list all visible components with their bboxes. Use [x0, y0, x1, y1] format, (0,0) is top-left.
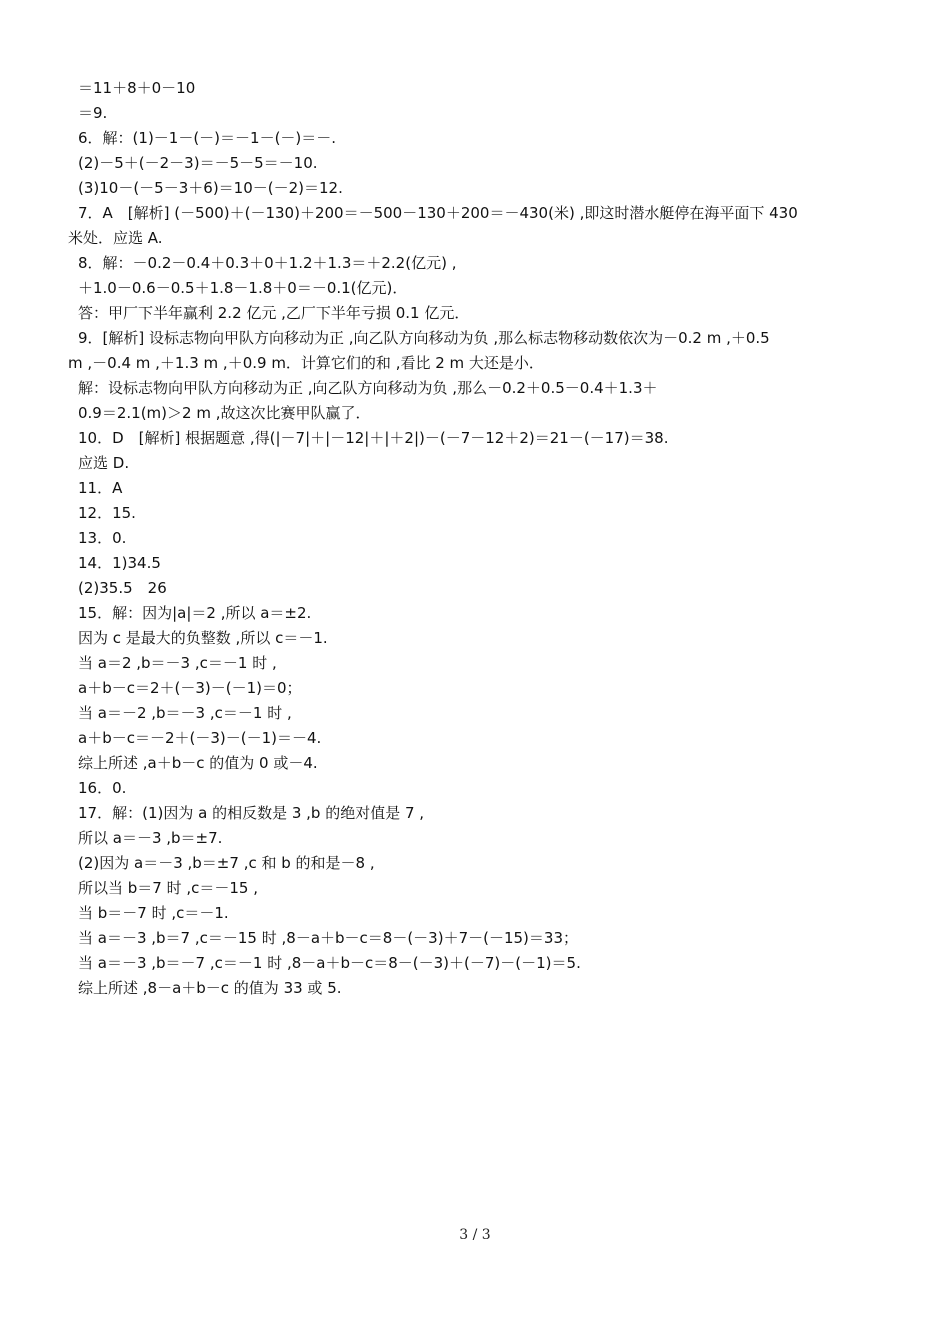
text-line: (3)10－(－5－3＋6)＝10－(－2)＝12. [78, 179, 343, 197]
text-line: (2)因为 a＝－3 ,b＝±7 ,c 和 b 的和是－8 , [78, 854, 375, 872]
text-line: 9．[解析] 设标志物向甲队方向移动为正 ,向乙队方向移动为负 ,那么标志物移动数依次为－0.2 m ,＋0.5 [78, 329, 770, 347]
text-line: 解：设标志物向甲队方向移动为正 ,向乙队方向移动为负 ,那么－0.2＋0.5－0.4＋1.3＋ [78, 379, 658, 397]
text-line: 8．解：－0.2－0.4＋0.3＋0＋1.2＋1.3＝＋2.2(亿元) , [78, 254, 457, 272]
text-line: 17．解：(1)因为 a 的相反数是 3 ,b 的绝对值是 7 , [78, 804, 425, 822]
text-line: 应选 D. [78, 454, 130, 472]
text-line: 11．A [78, 479, 123, 497]
text-line: (2)35.5 26 [78, 579, 167, 597]
text-line: 当 b＝－7 时 ,c＝－1. [78, 904, 229, 922]
text-line: ＋1.0－0.6－0.5＋1.8－1.8＋0＝－0.1(亿元)． [78, 279, 408, 297]
text-line: ＝9. [78, 104, 108, 122]
text-line: a＋b－c＝2＋(－3)－(－1)＝0； [78, 679, 302, 697]
text-line: 15．解：因为|a|＝2 ,所以 a＝±2. [78, 604, 312, 622]
text-line: 0.9＝2.1(m)＞2 m ,故这次比赛甲队赢了． [78, 404, 371, 422]
text-line: 综上所述 ,8－a＋b－c 的值为 33 或 5. [78, 979, 342, 997]
text-line: ＝11＋8＋0－10 [78, 79, 196, 97]
text-line: 当 a＝2 ,b＝－3 ,c＝－1 时 , [78, 654, 277, 672]
text-line: a＋b－c＝－2＋(－3)－(－1)＝－4. [78, 729, 322, 747]
text-line: 12．15. [78, 504, 136, 522]
text-line: 10．D [解析] 根据题意 ,得(|－7|＋|－12|＋|＋2|)－(－7－12＋2)＝21－(－17)＝38. [78, 429, 669, 447]
text-line: 米处．应选 A. [68, 229, 163, 247]
text-line: 14．1)34.5 [78, 554, 161, 572]
text-line: 当 a＝－3 ,b＝7 ,c＝－15 时 ,8－a＋b－c＝8－(－3)＋7－(－15)＝33； [78, 929, 578, 947]
text-line: 6．解：(1)－1－(－)＝－1－(－)＝－. [78, 129, 337, 147]
text-line: 所以当 b＝7 时 ,c＝－15 , [78, 879, 259, 897]
text-line: m ,－0.4 m ,＋1.3 m ,＋0.9 m．计算它们的和 ,看比 2 m 大还是小． [68, 354, 544, 372]
text-line: 当 a＝－3 ,b＝－7 ,c＝－1 时 ,8－a＋b－c＝8－(－3)＋(－7)－(－1)＝5. [78, 954, 581, 972]
text-line: 7．A [解析] (－500)＋(－130)＋200＝－500－130＋200＝－430(米) ,即这时潜水艇停在海平面下 430 [78, 204, 798, 222]
text-line: 综上所述 ,a＋b－c 的值为 0 或－4. [78, 754, 318, 772]
answer-content [68, 76, 888, 1001]
text-line: 答：甲厂下半年赢利 2.2 亿元 ,乙厂下半年亏损 0.1 亿元． [78, 304, 470, 322]
text-line: 16．0. [78, 779, 127, 797]
text-line: 13．0. [78, 529, 127, 547]
text-line: 当 a＝－2 ,b＝－3 ,c＝－1 时 , [78, 704, 292, 722]
text-line: (2)－5＋(－2－3)＝－5－5＝－10. [78, 154, 318, 172]
text-line: 所以 a＝－3 ,b＝±7. [78, 829, 223, 847]
text-line: 因为 c 是最大的负整数 ,所以 c＝－1. [78, 629, 328, 647]
page-number: 3 / 3 [459, 1227, 491, 1243]
